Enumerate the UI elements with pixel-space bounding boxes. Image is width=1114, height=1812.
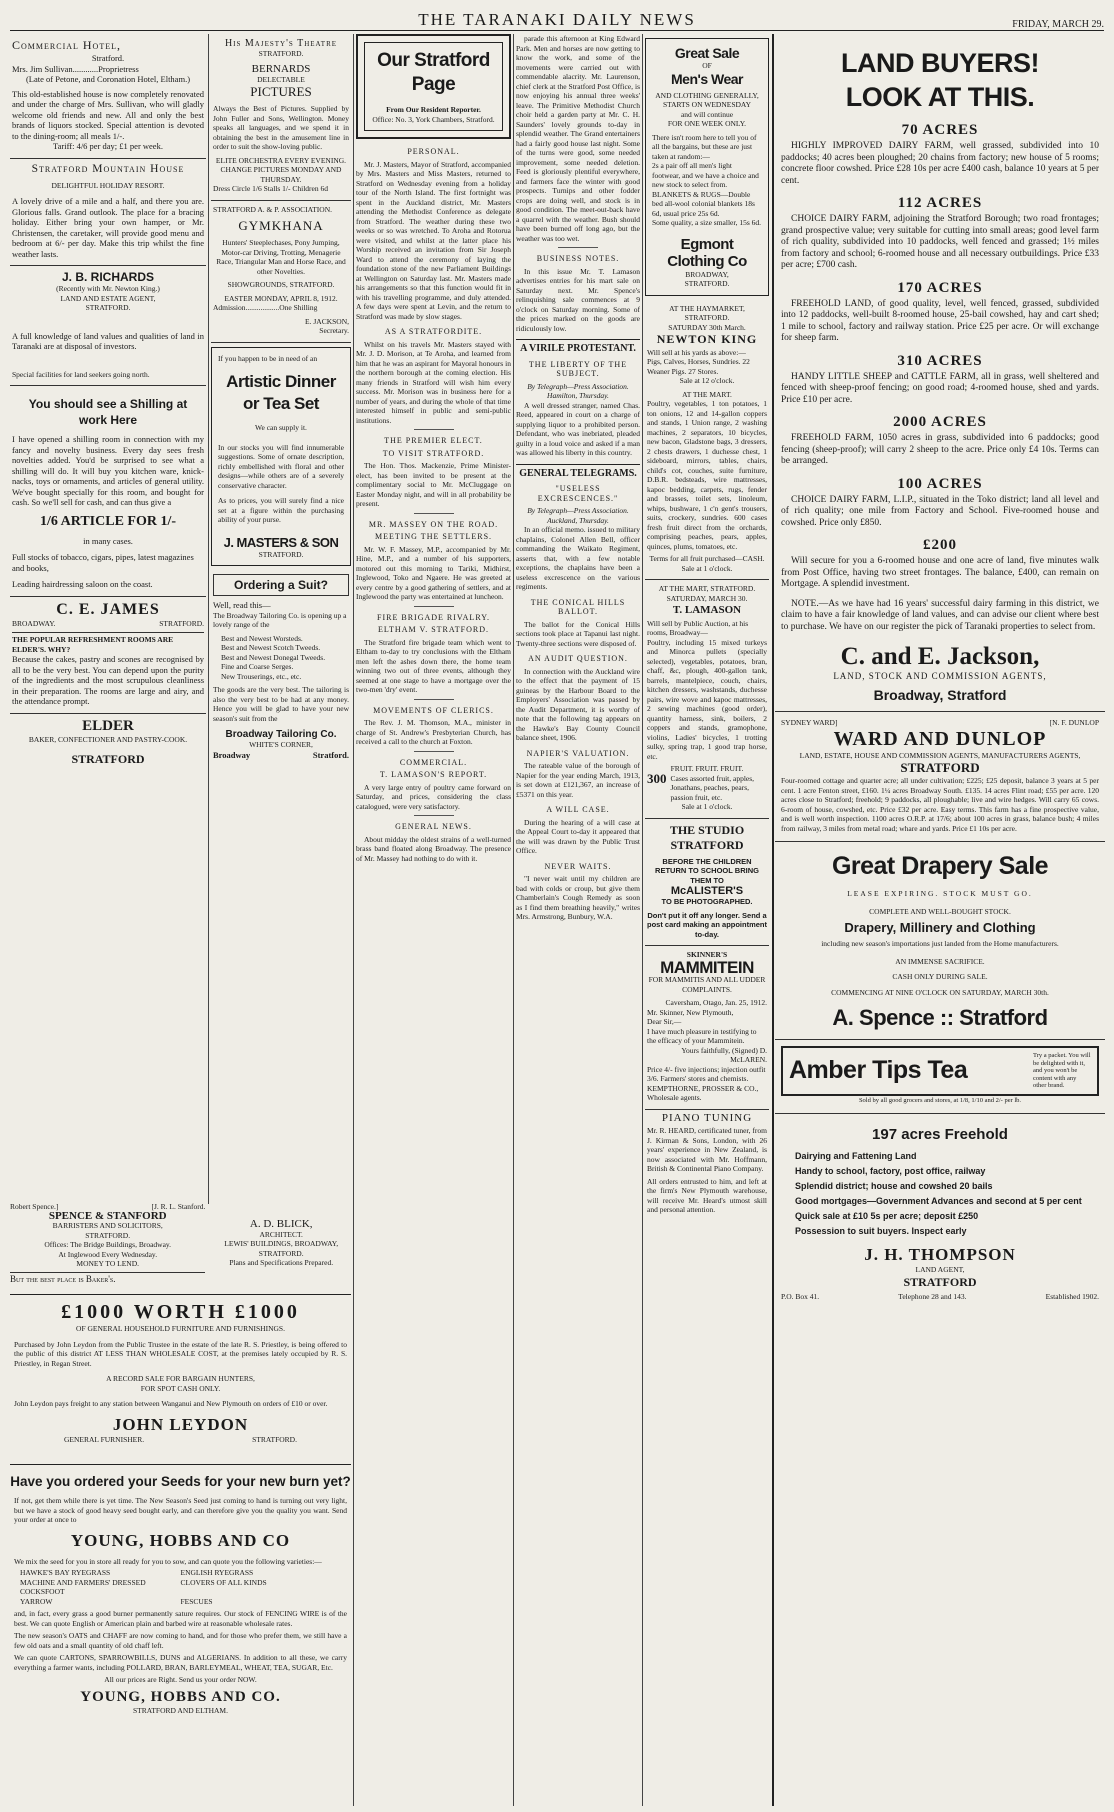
news-subhead: TO VISIT STRATFORD.: [382, 448, 485, 458]
stratford-page-title: Our Stratford Page: [377, 50, 490, 95]
column-2: [211, 34, 351, 1200]
news-head: FIRE BRIGADE RIVALRY.: [377, 612, 490, 622]
thompson-item: Good mortgages—Government Advances and second at 5 per cent: [795, 1196, 1082, 1206]
lamason-at: AT THE MART, STRATFORD.: [658, 584, 756, 593]
shilling-price-sub: in many cases.: [83, 535, 133, 546]
lamason-name: T. LAMASON: [672, 604, 742, 616]
theatre-title: His Majesty's Theatre: [224, 38, 338, 49]
news-subhead: "USELESS EXCRESCENCES.": [537, 484, 619, 503]
news-paragraph: During the hearing of a will case at the Appeal Court to-day it appeared that the will was drawn by the Public Trust Office.: [516, 817, 640, 855]
king-time: Sale at 12 o'clock.: [679, 376, 735, 385]
news-head: AN AUDIT QUESTION.: [528, 654, 628, 663]
hotel-title: Commercial Hotel,: [12, 38, 121, 52]
farm-description: HIGHLY IMPROVED DAIRY FARM, well grassed, subdivided into 10 paddocks; 40 acres been ploughed; 20 chains from factory; new house of 5 rooms; concrete floor cowshed. Price £28 10s per acre £400 cash, balance 10 years at 5 per cent.: [781, 141, 1099, 186]
seeds-body4: The new season's OATS and CHAFF are now coming to hand, and for those who prefer them, we still have a few old oats and a small quantity of old chaff left.: [14, 1631, 347, 1650]
tea-name: Amber Tips Tea: [789, 1056, 968, 1085]
dinner-name: J. MASTERS & SON: [223, 534, 339, 550]
paper-title: THE TARANAKI DAILY NEWS: [418, 10, 696, 29]
suit-street: Broadway: [213, 749, 251, 760]
farm-acres: 2000 ACRES: [893, 414, 987, 430]
news-column-3: [356, 147, 511, 863]
seeds-body2: We mix the seed for you in store all ready for you to sow, and can quote you the following varieties:—: [14, 1556, 322, 1566]
james-town: STRATFORD.: [159, 618, 204, 628]
shilling-price: 1/6 ARTICLE FOR 1/-: [39, 513, 177, 529]
mammitein-to: Mr. Skinner, New Plymouth,: [647, 1007, 734, 1017]
suit-ad: [211, 570, 351, 766]
dinner-set-ad: [211, 347, 351, 567]
james-head: THE POPULAR REFRESHMENT ROOMS ARE ELDER'S. WHY?: [12, 632, 204, 654]
blick-ad: [211, 1202, 351, 1284]
piano-ad: [645, 1110, 769, 1221]
column-rule: [513, 34, 514, 1806]
sale-store-name: Egmont Clothing Co: [667, 235, 747, 270]
leydon-spot: FOR SPOT CASH ONLY.: [140, 1383, 221, 1393]
leydon-freight: John Leydon pays freight to any station between Wanganui and New Plymouth on orders of £10 or over.: [14, 1399, 328, 1408]
issue-date: FRIDAY, MARCH 29.: [1012, 19, 1104, 30]
king-name: NEWTON KING: [656, 332, 758, 346]
drapery-complete: COMPLETE AND WELL-BOUGHT STOCK.: [869, 906, 1011, 916]
news-paragraph: The Hon. Thos. Mackenzie, Prime Minister-elect, has been invited to be present at the complimentary social to Mr. McCluggage on Easter Monday night, and will in all probability be present.: [356, 461, 511, 508]
tea-side: Try a packet. You will be delighted with it, and you won't be content with any other brand.: [1033, 1052, 1091, 1089]
farm-description: FREEHOLD LAND, of good quality, level, well fenced, grassed, subdivided into 12 paddocks, well-built 8-roomed house, 25-bail cowshed, hay and cart shed; 1 mile to school, factory and railway station. Price £25 per acre. Or will exchange for sheep farm.: [781, 298, 1099, 343]
shilling-ad: [10, 386, 206, 597]
theatre-pictures: PICTURES: [250, 84, 312, 99]
news-column-4: [516, 34, 640, 922]
theatre-head: BERNARDS: [251, 62, 311, 75]
column-4: [516, 34, 640, 1806]
news-paragraph: A well dressed stranger, named Chas. Reed, appeared in court on a charge of supplying liquor to a prohibited person. Defendant, who was inebriated, pleaded guilty in a loud voice and asked if a man was allowed his liberty in this country.: [516, 400, 640, 457]
sale-body: There isn't room here to tell you of all the bargains, but these are just taken at random:—: [652, 132, 757, 161]
theatre-ad: [211, 34, 351, 201]
drapery-sacrifice: AN IMMENSE SACRIFICE.: [895, 956, 985, 966]
king-mart-body: Poultry, vegetables, 1 ton potatoes, 1 ton onions, 12 and 14-gallon coppers and stands, 1 Union range, 2 washing machines, 2 separators, 10 bicycles, new bacon, Gladstone bags, 3 dressers, 2 chests drawers, 1 duchesse chest, 1 sideboard, mirrors, tables, chairs, child's cot, couches, suite furniture, D.B.R. bedsteads, wire mattresses, kapoc bedding, carpets, rugs, fender and brasses, toilet sets, linoleum, whips, bushware, 1 c'n gent's trousers, suits, crockery, sundries. 600 cases fresh fruit direct from the orchards, comprising peaches, pears, apples, quinces, plums, tomatoes, etc.: [647, 399, 767, 551]
blick-name: A. D. BLICK,: [249, 1218, 313, 1230]
news-paragraph: In connection with the Auckland wire to the effect that the payment of 15 guineas by the Harbour Board to the Employers' Association was passed by the Audit Department, it is worthy of note that the following tag appears on the Hawke's Bay County Council balance sheet, 1906.: [516, 666, 640, 742]
mammitein-ad: [645, 946, 769, 1110]
buyers-head: LAND BUYERS! LOOK AT THIS.: [840, 48, 1039, 112]
seeds-name2: YOUNG, HOBBS AND CO.: [80, 1688, 281, 1705]
column-1: [10, 34, 206, 1200]
news-paragraph: A very large entry of poultry came forward on Saturday, and prices, considering the class catalogued, were very satisfactory.: [356, 782, 511, 811]
jackson-street: Broadway, Stratford: [873, 687, 1007, 703]
news-paragraph: The Rev. J. M. Thomson, M.A., minister in charge of St. Andrew's Presbyterian Church, has received a call to the church at Foxton.: [356, 718, 511, 746]
hotel-tariff: Tariff: 4/6 per day; £1 per week.: [53, 141, 163, 151]
richards-note2: Special facilities for land seekers going north.: [12, 369, 150, 379]
king-mart: AT THE MART.: [682, 389, 732, 399]
dinner-sub: We can supply it.: [255, 423, 307, 432]
seeds-body6: All our prices are Right. Send us your order NOW.: [104, 1675, 257, 1684]
ward-text: Four-roomed cottage and quarter acre; all under cultivation; £225; £25 deposit, balance 3 years at 5 per cent. 1 acre Fenton street, £160. 1¼ acres Broadway South. £135. 14 acres Flint road; £55 per acre. 120 acres close to Stratford; freehold; 9 paddocks, all ploughable; live and wire hedges. Will carry 65 cows. 6-room of house, cowshed, etc. Price £32 per acre. Easy terms. This farm has a fine prospective value, and is well worth inspection. 1100 acres O.R.P. at 17/6; about 100 acres in grass, balance bush; 4 miles from railway, 3 miles from metal road; whare and yards. Price £1 10s per acre.: [781, 776, 1099, 833]
mammitein-top: SKINNER'S: [686, 950, 728, 959]
sale-starts: STARTS ON WEDNESDAY: [662, 100, 752, 109]
gymkhana-secretary: E. JACKSON,: [305, 316, 349, 326]
stratford-page-banner: [356, 34, 511, 139]
lamason-fruit: FRUIT. FRUIT. FRUIT.: [670, 764, 744, 773]
ward-cr1: SYDNEY WARD]: [781, 718, 838, 727]
mammitein-sign: Yours faithfully, (Signed) D. McLAREN.: [681, 1045, 767, 1064]
theatre-prices: Dress Circle 1/6 Stalls 1/- Children 6d: [213, 184, 328, 193]
studio-body2: TO BE PHOTOGRAPHED.: [661, 897, 753, 906]
spence-stanford-ad: [10, 1202, 205, 1284]
sale-wear: Men's Wear: [671, 70, 743, 87]
seeds-body: If not, get them while there is yet time. The New Season's Seed just coming to hand is turning out very light, but we have a stock of good heavy seed bought early, and can therefore give you the quality you want. Send your order at once to: [14, 1496, 347, 1524]
suit-name: Broadway Tailoring Co.: [225, 729, 337, 740]
seed-item: ENGLISH RYEGRASS: [180, 1568, 254, 1577]
thompson-name: J. H. THOMPSON: [864, 1245, 1016, 1264]
legal-row: [10, 1202, 351, 1284]
blick-trade: ARCHITECT.: [259, 1229, 303, 1239]
news-paragraph: The Stratford fire brigade team which went to Eltham to-day to try conclusions with the Eltham men left the ashes down there, the home team winning two out of three events, although they seemed at one stage to have a mortgage over the two-men 'dry' event.: [356, 637, 511, 694]
news-head: MOVEMENTS OF CLERICS.: [373, 705, 494, 715]
news-head: AS A STRATFORDITE.: [384, 327, 483, 336]
news-head: NAPIER'S VALUATION.: [526, 748, 630, 758]
thompson-box: P.O. Box 41.: [781, 1291, 820, 1301]
masthead: [10, 4, 1104, 31]
ward-town: STRATFORD: [900, 760, 980, 775]
news-head: A VIRILE PROTESTANT.: [520, 343, 636, 354]
shilling-body3: Leading hairdressing saloon on the coast.: [12, 579, 153, 589]
tea-foot: Sold by all good grocers and stores, at 1/8, 1/10 and 2/- per lb.: [858, 1096, 1022, 1104]
column-rule: [353, 34, 354, 1806]
theatre-town: STRATFORD.: [258, 49, 304, 58]
thompson-trade: LAND AGENT,: [915, 1265, 965, 1274]
amber-tips-ad: [775, 1040, 1105, 1114]
suit-body: The Broadway Tailoring Co. is opening up a lovely range of the: [213, 610, 347, 629]
spence-cr2: [J. R. L. Stanford.: [151, 1202, 206, 1211]
drapery-cash: CASH ONLY DURING SALE.: [892, 972, 988, 981]
gymkhana-title: GYMKHANA: [238, 218, 324, 233]
mammitein-place: Caversham, Otago, Jan. 25, 1912.: [665, 998, 767, 1007]
james-body: Because the cakes, pastry and scones are recognised by all to be the very best. You can depend upon the purity of the ingredients and the most scrupulous cleanliness in their preparation. The rooms are large and airy, and the attendance prompt.: [12, 654, 204, 706]
james-name: C. E. JAMES: [56, 600, 160, 618]
farm-description: Will secure for you a 6-roomed house and one acre of land, five minutes walk from Post Office, having two street frontages. The balance, £400, can remain on Mortgage. A splendid investment.: [781, 556, 1099, 589]
column-3: [356, 34, 511, 1806]
farm-acres: 310 ACRES: [897, 352, 983, 369]
lamason-time: Sale at 1 o'clock.: [681, 802, 733, 811]
leydon-trade: GENERAL FURNISHER.: [64, 1434, 145, 1444]
lamason-ad: [645, 580, 769, 819]
news-head: COMMERCIAL.: [399, 757, 468, 767]
seed-item: CLOVERS OF ALL KINDS: [180, 1577, 267, 1587]
drapery-name: A. Spence :: Stratford: [832, 1005, 1048, 1030]
james-ad: [10, 597, 206, 714]
column-rule: [642, 34, 643, 1806]
gymkhana-date: EASTER MONDAY, APRIL 8, 1912.: [224, 293, 338, 303]
thompson-town: STRATFORD: [903, 1274, 977, 1289]
shilling-body: I have opened a shilling room in connection with my fancy and novelty business. Every day sees fresh novelties added. You'd be surprised to see what a shilling will do. It will buy you kitchen ware, knick-nacks, toys or ornaments, and articles of general utility. We've bought specially for this room, and bought for cash. So we'll sell for cash, and can thus give a: [12, 434, 204, 507]
farm-acres: 112 ACRES: [897, 195, 983, 211]
thompson-list: [795, 1149, 1099, 1239]
news-head: PERSONAL.: [407, 147, 460, 156]
hotel-body: This old-established house is now completely renovated and under the charge of Mrs. Sullivan, who will gladly welcome old friends and new. All and only the best brands of liquors stocked. Special attention is devoted to the dining-room; all meals 1/-.: [12, 88, 204, 141]
stratford-page-office: Office: No. 3, York Chambers, Stratford.: [372, 114, 495, 124]
thompson-item: Quick sale at £10 5s per acre; deposit £250: [795, 1211, 979, 1221]
elder-ad: [10, 714, 206, 774]
suit-item: Best and Newest Scotch Tweeds.: [221, 643, 321, 652]
leydon-town: STRATFORD.: [252, 1434, 297, 1444]
suit-corner: WHITE'S CORNER,: [249, 740, 313, 749]
drapery-head: Great Drapery Sale: [831, 852, 1049, 880]
suit-list: [221, 634, 349, 682]
lamason-date: SATURDAY, MARCH 30.: [666, 593, 748, 603]
seed-item: YARROW: [20, 1596, 53, 1606]
newton-king-ad: [645, 300, 769, 581]
spence-inglewood: At Inglewood Every Wednesday.: [58, 1249, 158, 1259]
sale-street: BROADWAY,: [685, 269, 729, 279]
leydon-name: JOHN LEYDON: [112, 1414, 249, 1434]
sale-item: 2s a pair off all men's light footwear, and we have a choice and new stock to select from.: [652, 161, 759, 189]
richards-name: J. B. RICHARDS: [61, 270, 154, 284]
suit-town: Stratford.: [312, 749, 349, 760]
sale-cont: and will continue: [680, 109, 734, 119]
dinner-body: In our stocks you will find innumerable suggestions. Some of ornate description, richly embellished with floral and other designs—while others are of a severely conservative character.: [218, 442, 344, 490]
seed-item: FESCUES: [180, 1596, 213, 1606]
thompson-item: Splendid district; house and cowshed 20 bails: [795, 1181, 993, 1191]
gymkhana-ad: [211, 201, 351, 343]
suit-item: Best and Newest Donegal Tweeds.: [221, 652, 326, 662]
spence-loan: MONEY TO LEND.: [76, 1259, 139, 1268]
news-paragraph: About midday the oldest strains of a well-turned brass band floated along Broadway. The presence of Mr. Massey had nothing to do with it.: [356, 834, 511, 863]
gymkhana-assoc: STRATFORD A. & P. ASSOCIATION.: [213, 204, 332, 214]
king-body: Will sell at his yards as above:—: [647, 347, 746, 357]
news-paragraph: In an official memo. issued to military chaplains, Colonel Allen Bell, officer commanding the Waikato Regiment, asserts that, with a few notable exceptions, the chaplains have been a useless excrescence on the various regiments.: [516, 525, 640, 591]
king-date: SATURDAY 30th March.: [668, 322, 746, 332]
jackson-name: C. and E. Jackson,: [840, 643, 1040, 670]
seeds-head: Have you ordered your Seeds for your new burn yet?: [10, 1474, 351, 1489]
gymkhana-ground: SHOWGROUNDS, STRATFORD.: [227, 280, 335, 289]
news-head: A WILL CASE.: [546, 805, 610, 814]
studio-title: THE STUDIO STRATFORD: [669, 822, 745, 852]
blick-plans: Plans and Specifications Prepared.: [229, 1258, 334, 1267]
hotel-location: Stratford.: [91, 53, 125, 63]
news-paragraph: Whilst on his travels Mr. Masters stayed with Mr. J. D. Morison, at Te Aroha, and learned from him that he was an aspirant for Mayoral honours in the northern borough at the coming election. His many friends in Stratford will wish him every success. Mr. Morison was in business here for a number of years, and during the whole of that time interested himself in public and semi-public institutions.: [356, 339, 511, 425]
commercial-hotel-ad: [10, 34, 206, 159]
lamason-cases-text: Cases assorted fruit, apples, Jonathans, peaches, pears, passion fruit, etc.: [670, 773, 755, 802]
mammitein-name: MAMMITEIN: [660, 957, 754, 977]
mountain-sub: DELIGHTFUL HOLIDAY RESORT.: [51, 180, 165, 190]
thompson-head: 197 acres Freehold: [872, 1126, 1008, 1143]
column-rule: [208, 34, 209, 1204]
ward-trade: LAND, ESTATE, HOUSE AND COMMISSION AGENTS, MANUFACTURERS AGENTS,: [799, 750, 1081, 760]
spence-town: STRATFORD.: [85, 1230, 131, 1240]
farm-acres: 70 ACRES: [901, 122, 979, 138]
news-paragraph: parade this afternoon at King Edward Park. Men and horses are now getting to know the work, and some of the movements were carried out with commendable alacrity. Mr. Laurenson, chief clerk at the Stratford Post Office, is now enjoying his annual three weeks' leave. The Primitive Methodist Church choir held a garden party at Mr. C. H. Saunders' lovely grounds to-day in splendid weather. The Grand entertainers had a fairly good house last night. Some of the turns were good, some needed improvement, some needed deletion. Feed is gloriously plentiful everywhere, and farmers face the winter with good prospects. Turnips and other fodder crops are doing well, and stock is in good condition. The meet-out-back have a quarrel with the weather. Bush should have been burned off long ago, but the weather was too wet.: [516, 34, 640, 243]
spence-office: Offices: The Bridge Buildings, Broadway.: [44, 1240, 172, 1249]
news-paragraph: Mr. J. Masters, Mayor of Stratford, accompanied by Mrs. Masters and Miss Masters, returned to Stratford on Wednesday evening from a holiday tour of the North Island. The first fortnight was spent in the Auckland district, Mr. Masters attending the Methodist Conference as delegate from Stratford. The weather during these two weeks or so was wretched. To Aroha and Rotorua were visited, and whilst at the latter place his Worship received an invitation from Sir Joseph Ward to attend the ceremony of laying the foundation stone of the new Parliament Buildings at Wellington on Saturday last. Mr. Masters made his arrangements so that this function would fit in with his travelling programme, and duly attended. A few days were spent at Levin, and the return to Stratford was made by slow stages.: [356, 159, 511, 321]
news-paragraph: "I never wait until my children are bad with colds or croup, but give them Chamberlain's Cough Remedy as soon as I find them breathing heavily," writes Mrs. Armstrong, Bunbury, W.A.: [516, 874, 640, 921]
suit-item: Fine and Coarse Serges.: [221, 662, 294, 671]
gymkhana-body: Hunters' Steeplechases, Pony Jumping, Motor-car Driving, Trotting, Menagerie Race, Triangular Man and Horse Race, and other Novelties.: [216, 238, 346, 276]
news-subhead: THE LIBERTY OF THE SUBJECT.: [528, 359, 628, 378]
piano-head: PIANO TUNING: [661, 1111, 753, 1124]
farm-acres: 170 ACRES: [897, 279, 983, 296]
leydon-record: A RECORD SALE FOR BARGAIN HUNTERS,: [106, 1374, 255, 1383]
sale-sub: AND CLOTHING GENERALLY,: [655, 90, 759, 100]
news-paragraph: The rateable value of the borough of Napier for the year ending March, 1913, is set down at £121,367, an increase of £5371 on this year.: [516, 761, 640, 799]
news-head: NEVER WAITS.: [544, 861, 612, 871]
news-head: BUSINESS NOTES.: [536, 254, 620, 263]
studio-ad: [645, 819, 769, 947]
mountain-title: Stratford Mountain House: [31, 162, 185, 175]
farm-acres: 100 ACRES: [897, 475, 983, 492]
news-credit: By Telegraph—Press Association. Auckland, Thursday.: [527, 506, 629, 525]
richards-body: A full knowledge of land values and qualities of land in Taranaki are at disposal of investors.: [12, 330, 204, 351]
thompson-est: Established 1902.: [1045, 1291, 1099, 1301]
news-subhead: MEETING THE SETTLERS.: [374, 532, 493, 541]
suit-item: Best and Newest Worsteds.: [221, 633, 303, 643]
news-head: GENERAL TELEGRAMS.: [519, 467, 637, 479]
seeds-ad: [10, 1464, 351, 1805]
theatre-body: Always the Best of Pictures. Supplied by John Fuller and Sons, Wellington. Money speaks all languages, and we spend it in obtaining the best in the amusement line in order to suit the show-loving public.: [213, 104, 349, 151]
leydon-sub: OF GENERAL HOUSEHOLD FURNITURE AND FURNISHINGS.: [76, 1324, 285, 1333]
dinner-lead: If you happen to be in need of an: [218, 353, 318, 363]
farm-listings: [781, 122, 1099, 591]
elder-town: STRATFORD: [71, 752, 145, 766]
drapery-lines: Drapery, Millinery and Clothing: [844, 920, 1036, 935]
column-6: [775, 34, 1105, 1806]
hotel-late: (Late of Petone, and Coronation Hotel, Eltham.): [25, 74, 191, 84]
drapery-sale-ad: [775, 842, 1105, 1040]
sale-head: Great Sale: [674, 45, 740, 61]
king-at: AT THE HAYMARKET, STRATFORD.: [669, 303, 745, 322]
dinner-head: Artistic Dinner or Tea Set: [226, 372, 336, 413]
seeds-body5: We can quote CARTONS, SPARROWBILLS, DUNS and ALGERIANS. In addition to all these, we carry everything a farmer wants, including POLLARD, BRAN, BARLEYMEAL, WHEAT, TEA, SUGAR, Etc.: [14, 1653, 347, 1672]
drapery-commencing: COMMENCING AT NINE O'CLOCK ON SATURDAY, MARCH 30th.: [831, 987, 1049, 997]
spence-cr1: Robert Spence.]: [10, 1202, 59, 1211]
lamason-body: Will sell by Public Auction, at his rooms, Broadway—: [647, 618, 749, 637]
seed-item: MACHINE AND FARMERS' DRESSED COCKSFOOT: [20, 1577, 146, 1596]
hotel-proprietor: Mrs. Jim Sullivan............Proprietress: [12, 63, 139, 74]
farm-description: CHOICE DAIRY FARM, adjoining the Stratford Borough; two road frontages; grand prospective value; very suitable for cutting into small areas; good level farm of rich quality, subdivided into 10 paddocks, well fenced and grassed; 1½ miles from factory and school; 6-roomed house and all necessary outbuildings. Price £33 per acre; £700 cash.: [781, 214, 1099, 270]
seeds-body3: and, in fact, every grass a good burner permanently sature requires. Our stock of FENCING WIRE is of the best. We can quote English or American plain and barbed wire at reasonable wholesale rates.: [14, 1609, 347, 1628]
shilling-head: You should see a Shilling at work Here: [28, 397, 188, 427]
dinner-body2: As to prices, you will surely find a nice set at a figure within the purchasing ability of your purse.: [218, 496, 344, 524]
suit-body2: The goods are the very best. The tailoring is also the very best to be had at any money. Hence you will be glad to have your new season's suit from the: [213, 685, 349, 723]
richards-trade: LAND AND ESTATE AGENT,: [60, 293, 156, 303]
farm-description: HANDY LITTLE SHEEP and CATTLE FARM, all in grass, well sheltered and fenced with sheep-proof fencing; on good road; 4-roomed house, shed and yards. Price £10 per acre.: [781, 371, 1099, 405]
james-street: BROADWAY.: [12, 618, 56, 628]
sale-item: Some quality, a size smaller, 15s 6d.: [652, 218, 761, 227]
suit-lead: Well, read this—: [213, 600, 271, 610]
land-buyers-ad: [775, 34, 1105, 712]
leydon-top: £1000 WORTH £1000: [61, 1301, 300, 1323]
news-subhead: T. LAMASON'S REPORT.: [379, 770, 488, 779]
richards-town: STRATFORD.: [85, 303, 131, 312]
elder-trade: BAKER, CONFECTIONER AND PASTRY-COOK.: [28, 734, 188, 744]
king-terms: Terms for all fruit purchased—CASH.: [649, 554, 765, 563]
farm-description: CHOICE DAIRY FARM, L.I.P., situated in the Toko district; land all level and of rich quality; one mile from Factory and School. Five-roomed house and cowshed. Price only £850.: [781, 494, 1099, 528]
baker-slogan: But the best place is Baker's.: [10, 1272, 205, 1285]
sale-item: BLANKETS & RUGS—Double bed all-wool colonial blankets 18s 6d, usual price 25s 6d.: [652, 189, 755, 218]
column-rule: [772, 34, 774, 1806]
richards-ad: [10, 266, 206, 386]
drapery-incl: including new season's importations just landed from the Home manufacturers.: [821, 939, 1059, 948]
farm-acres: £200: [923, 537, 957, 553]
thompson-item: Dairying and Fattening Land: [795, 1151, 917, 1161]
mammitein-body: I have much pleasure in testifying to the efficacy of your Mammitein.: [647, 1026, 757, 1045]
mountain-body: A lovely drive of a mile and a half, and there you are. Glorious falls. Grand outlook. The place for a bracing holiday. Either bring your own hamper, or Mr. Christensen, the caretaker, will provide good menu and bedroom at 6/- per day. Make this trip whilst the fine weather lasts.: [12, 196, 204, 259]
gymkhana-admission: Admission..................One Shilling: [213, 303, 318, 312]
sale-of: OF: [702, 61, 712, 70]
great-sale-ad: [645, 38, 769, 296]
mountain-house-ad: [10, 159, 206, 267]
theatre-program: ELITE ORCHESTRA EVERY EVENING. CHANGE PICTURES MONDAY AND THURSDAY.: [215, 155, 347, 184]
seeds-towns: STRATFORD AND ELTHAM.: [133, 1705, 228, 1715]
thompson-ad: [775, 1114, 1105, 1309]
theatre-sub: DELECTABLE: [257, 74, 305, 84]
king-time2: Sale at 1 o'clock.: [681, 563, 733, 573]
seed-item: HAWKE'S BAY RYEGRASS: [20, 1568, 111, 1577]
news-paragraph: In this issue Mr. T. Lamason advertises entries for his mart sale on Saturday next. Mr. Spence's relinquishing sale commences at 9 o'clock on Saturday morning. Some of the prices marked on the goods are ridiculously low.: [516, 266, 640, 333]
ward-cr2: [N. F. DUNLOP: [1049, 718, 1099, 727]
dinner-town: STRATFORD.: [258, 549, 304, 559]
lamason-list: Poultry, including 15 mixed turkeys and Minorca pullets (specially selected), vegetables, potatoes, bran, chaff, &c, plough, 400-gallon tank, barrels, mantelpiece, couch, chairs, kitchen dressers, washstands, duchesse pairs, wire wove and kapoc mattresses, 2 sewing machines (good order), quantity harness, sink, boilers, 2 coppers and stands, gramophone, violins, Ladies' bicycles, 1 trotting sulky, spring trap, 1 good trap horse, etc.: [647, 637, 767, 761]
seeds-name: YOUNG, HOBBS AND CO: [70, 1530, 291, 1550]
thompson-tel: Telephone 28 and 143.: [898, 1291, 967, 1301]
news-head: THE PREMIER ELECT.: [384, 436, 483, 445]
mammitein-sub: FOR MAMMITIS AND ALL UDDER COMPLAINTS.: [648, 975, 766, 994]
leydon-body: Purchased by John Leydon from the Public Trustee in the estate of the late R. S. Priestley, is being offered to the public of this district AT LESS THAN WHOLESALE COST, at the premises lately occupied by R. S. Priestley, in Regan Street.: [14, 1339, 347, 1368]
news-credit: By Telegraph—Press Association. Hamilton, Thursday.: [527, 381, 629, 400]
column-5: [645, 34, 769, 1806]
shilling-body2: Full stocks of tobacco, cigars, pipes, latest magazines and books,: [12, 552, 194, 573]
gymkhana-sec-title: Secretary.: [319, 326, 349, 335]
thompson-item: Handy to school, factory, post office, railway: [795, 1166, 986, 1176]
sale-week: FOR ONE WEEK ONLY.: [667, 119, 747, 128]
news-subhead: ELTHAM V. STRATFORD.: [378, 625, 489, 634]
suit-item: New Trouserings, etc., etc.: [221, 671, 302, 681]
suit-head: Ordering a Suit?: [213, 574, 349, 596]
jackson-trade: LAND, STOCK AND COMMISSION AGENTS,: [833, 671, 1047, 681]
seeds-list: [20, 1568, 341, 1606]
king-stock: Pigs, Calves, Horses, Sundries. 22 Weaner Pigs. 27 Stores.: [647, 357, 750, 376]
mammitein-price: Price 4/- five injections; injection outfit 3/6. Farmers' stores and chemists. KEMPTHORNE, PROSSER & CO., Wholesale agents.: [647, 1064, 766, 1102]
studio-body3: Don't put it off any longer. Send a post card making an appointment to-day.: [647, 910, 768, 939]
news-head: MR. MASSEY ON THE ROAD.: [368, 519, 499, 529]
news-paragraph: The ballot for the Conical Hills sections took place at Tapanui last night. Twenty-three sections were disposed of.: [516, 619, 640, 648]
farm-description: FREEHOLD FARM, 1050 acres in grass, subdivided into 6 paddocks; good fencing (sheep-proof); will carry 2 sheep to the acre. Price only £4 10s. Terms can be arranged.: [781, 433, 1099, 466]
buyers-note: NOTE.—As we have had 16 years' successful dairy farming in this district, we claim to have a fair knowledge of land values, and can advise our client where best to purchase. We have on our register the pick of Taranaki properties to select from.: [781, 598, 1099, 632]
drapery-lease: LEASE EXPIRING. STOCK MUST GO.: [847, 889, 1033, 898]
ward-dunlop-ad: [775, 712, 1105, 842]
studio-body: BEFORE THE CHILDREN RETURN TO SCHOOL BRING THEM TO: [655, 856, 759, 885]
sale-town: STRATFORD.: [684, 279, 730, 288]
piano-body2: All orders entrusted to him, and left at the firm's New Plymouth warehouse, will receive Mr. Heard's utmost skill and personal attention.: [647, 1176, 767, 1214]
news-paragraph: Mr. W. F. Massey, M.P., accompanied by Mr. Hine, M.P., and a number of his supporters, motored out this morning to Tariki, Midhirst, Inglewood, Toko and Ngaere. He was greeted at every centre by a good gathering of settlers, and at Inglewood the party was entertained at luncheon.: [356, 544, 511, 601]
spence-name: SPENCE & STANFORD: [48, 1209, 167, 1222]
richards-note: (Recently with Mr. Newton King.): [56, 284, 160, 293]
lamason-cases: 300: [647, 770, 667, 786]
thompson-item: Possession to suit buyers. Inspect early: [795, 1226, 967, 1236]
news-head: GENERAL NEWS.: [395, 822, 472, 831]
spence-trade: BARRISTERS AND SOLICITORS,: [52, 1221, 163, 1230]
leydon-ad: [10, 1294, 351, 1463]
blick-address: LEWIS' BUILDINGS, BROADWAY, STRATFORD.: [224, 1239, 339, 1258]
ward-name: WARD AND DUNLOP: [833, 727, 1047, 750]
news-head: THE CONICAL HILLS BALLOT.: [530, 597, 626, 616]
mammitein-dear: Dear Sir,—: [647, 1017, 682, 1026]
elder-name: ELDER: [82, 717, 134, 734]
studio-name: McALISTER'S: [670, 885, 744, 897]
stratford-page-from: From Our Resident Reporter.: [386, 105, 481, 114]
piano-body: Mr. R. HEARD, certificated tuner, from J. Kirman & Sons, London, with 26 years' experience in New Zealand, is now associated with Mr. Hoffmann, British & Continental Piano Company.: [647, 1126, 767, 1173]
